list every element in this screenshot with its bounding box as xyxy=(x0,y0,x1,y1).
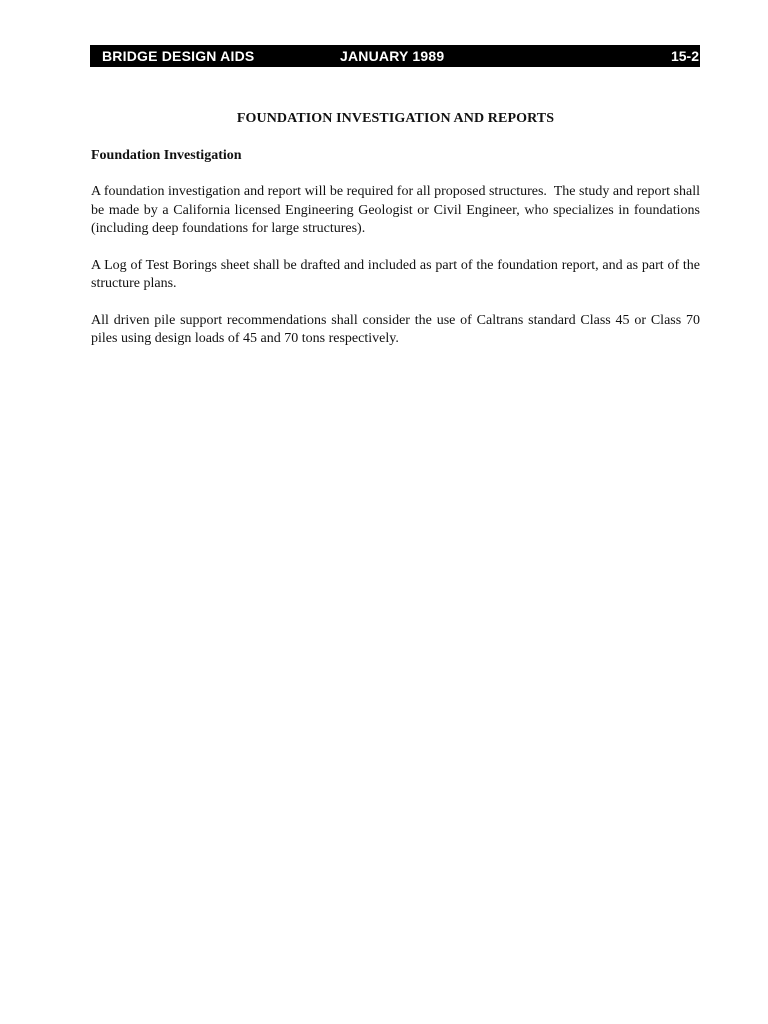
document-body xyxy=(91,110,704,367)
document-title: FOUNDATION INVESTIGATION AND REPORTS xyxy=(236,111,555,126)
running-header xyxy=(90,45,700,67)
section-heading: Foundation Investigation xyxy=(91,147,242,163)
paragraph-driven-pile-support: All driven pile support recommendations shall consider the use of Caltrans standard Class 45 or Class 70 piles using design loads of 45 and 70 tons respectively. xyxy=(91,312,700,346)
header-publication-title: BRIDGE DESIGN AIDS xyxy=(102,48,255,64)
header-page-number: 15-2 xyxy=(670,48,699,64)
paragraph-foundation-report: A foundation investigation and report will be required for all proposed structures. The study and report shall be made by a California licensed Engineering Geologist or Civil Engineer, who specializes in foundations (including deep foundations for large structures). xyxy=(91,184,704,236)
header-date: JANUARY 1989 xyxy=(340,48,445,64)
paragraph-log-of-test-borings: A Log of Test Borings sheet shall be drafted and included as part of the foundation report, and as part of the structure plans. xyxy=(91,257,700,291)
